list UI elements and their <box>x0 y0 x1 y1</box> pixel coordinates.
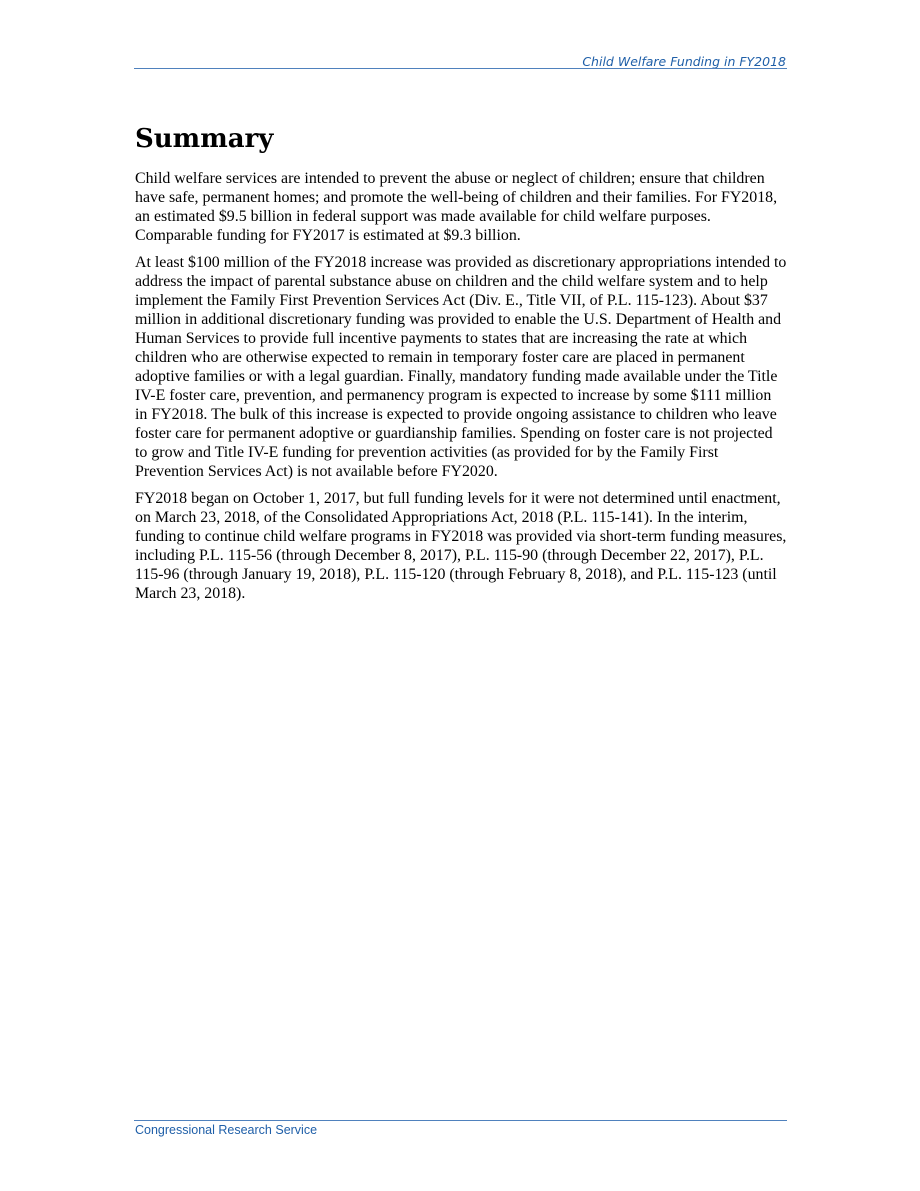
paragraph-1: Child welfare services are intended to prevent the abuse or neglect of children; ensure that children have safe, permanent homes; and promote the well-being of children and their families. For FY2018, an estimated $9.5 billion in federal support was made available for child welfare purposes. Comparable funding for FY2017 is estimated at $9.3 billion. <box>135 170 778 244</box>
footer-source: Congressional Research Service <box>135 1123 318 1137</box>
paragraph-2: At least $100 million of the FY2018 increase was provided as discretionary appropriations intended to address the impact of parental substance abuse on children and the child welfare system and to help implement the Family First Prevention Services Act (Div. E., Title VII, of P.L. 115-123). About $37 million in additional discretionary funding was provided to enable the U.S. Department of Health and Human Services to provide full incentive payments to states that are increasing the rate at which children who are otherwise expected to remain in temporary foster care are placed in permanent adoptive families or with a legal guardian. Finally, mandatory funding made available under the Title IV-E foster care, prevention, and permanency program is expected to increase by some $111 million in FY2018. The bulk of this increase is expected to provide ongoing assistance to children who leave foster care for permanent adoptive or guardianship families. Spending on foster care is not projected to grow and Title IV-E funding for prevention activities (as provided for by the Family First Prevention Services Act) is not available before FY2020. <box>135 254 787 480</box>
footer-rule <box>134 1120 787 1121</box>
section-heading: Summary <box>135 124 274 154</box>
summary-body <box>135 169 787 611</box>
running-header-title: Child Welfare Funding in FY2018 <box>582 54 786 69</box>
paragraph-3: FY2018 began on October 1, 2017, but full funding levels for it were not determined until enactment, on March 23, 2018, of the Consolidated Appropriations Act, 2018 (P.L. 115-141). In the interim, funding to continue child welfare programs in FY2018 was provided via short-term funding measures, including P.L. 115-56 (through December 8, 2017), P.L. 115-90 (through December 22, 2017), P.L. 115-96 (through January 19, 2018), P.L. 115-120 (through February 8, 2018), and P.L. 115-123 (until March 23, 2018). <box>135 490 787 602</box>
header-rule <box>134 68 787 69</box>
